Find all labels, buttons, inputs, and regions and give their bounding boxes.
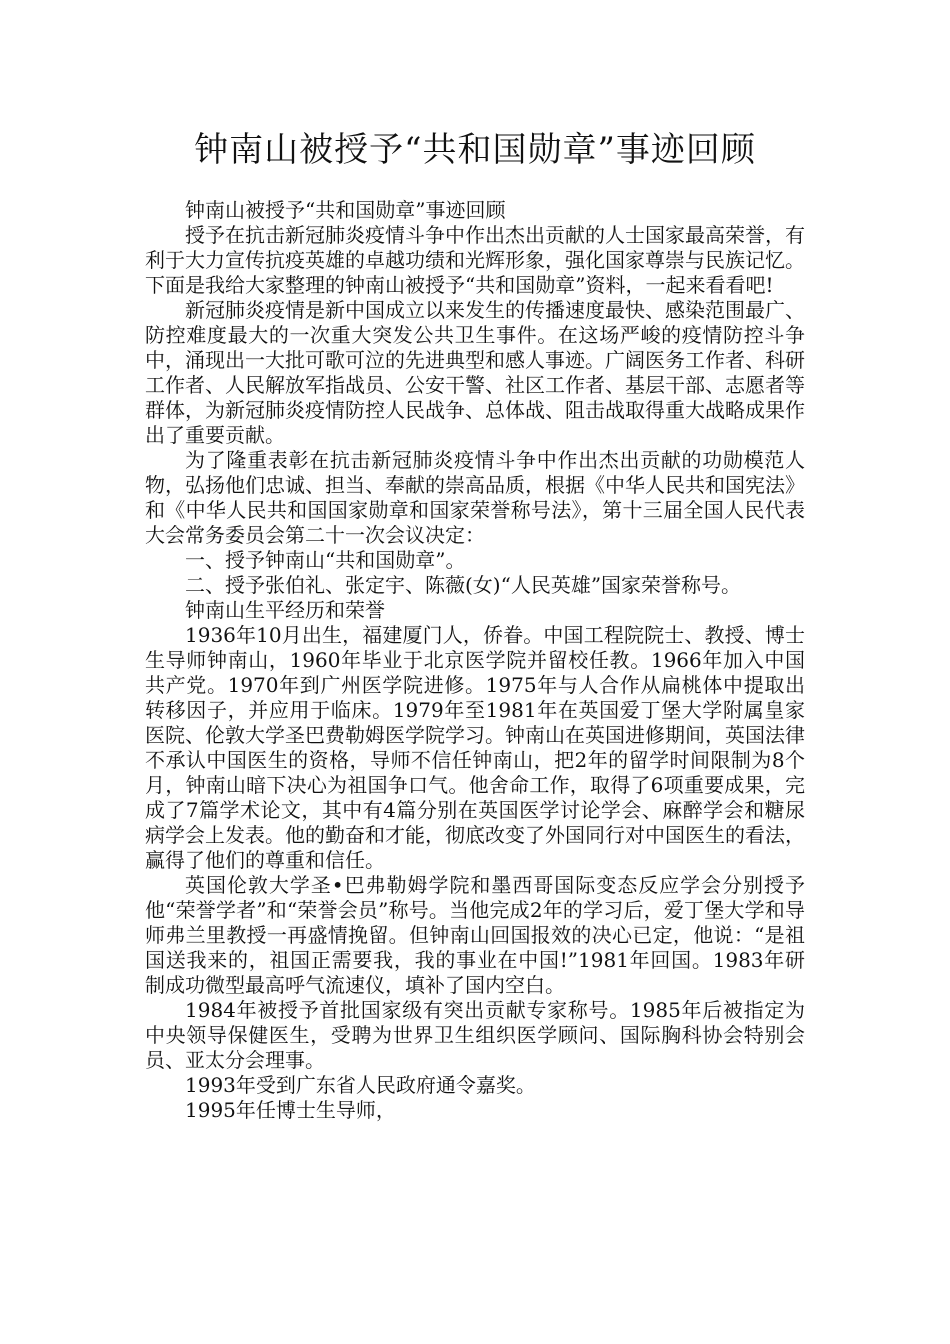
document-body xyxy=(145,198,805,1123)
paragraph-honors: 英国伦敦大学圣•巴弗勒姆学院和墨西哥国际变态反应学会分别授予他“荣誉学者”和“荣誉会员”称号。当他完成2年的学习后，爱丁堡大学和导师弗兰里教授一再盛情挽留。但钟南山回国报效的决心已定，他说：“是祖国送我来的，祖国正需要我，我的事业在中国!”1981年回国。1983年研制成功微型最高呼气流速仪，填补了国内空白。 xyxy=(145,873,805,997)
paragraph-epidemic: 新冠肺炎疫情是新中国成立以来发生的传播速度最快、感染范围最广、防控难度最大的一次重大突发公共卫生事件。在这场严峻的疫情防控斗争中，涌现出一大批可歌可泣的先进典型和感人事迹。广阔医务工作者、科研工作者、人民解放军指战员、公安干警、社区工作者、基层干部、志愿者等群体，为新冠肺炎疫情防控人民战争、总体战、阻击战取得重大战略成果作出了重要贡献。 xyxy=(145,298,805,447)
paragraph-item-2: 二、授予张伯礼、张定宇、陈薇(女)“人民英雄”国家荣誉称号。 xyxy=(185,573,742,597)
paragraph-1993: 1993年受到广东省人民政府通令嘉奖。 xyxy=(185,1073,536,1097)
section-heading-biography: 钟南山生平经历和荣誉 xyxy=(185,598,385,622)
paragraph-intro: 授予在抗击新冠肺炎疫情斗争中作出杰出贡献的人士国家最高荣誉，有利于大力宣传抗疫英雄的卓越功绩和光辉形象，强化国家尊崇与民族记忆。下面是我给大家整理的钟南山被授予“共和国勋章”资料，一起来看看吧! xyxy=(145,223,805,297)
document-title: 钟南山被授予“共和国勋章”事迹回顾 xyxy=(194,130,756,170)
paragraph-item-1: 一、授予钟南山“共和国勋章”。 xyxy=(185,548,466,572)
paragraph-subtitle: 钟南山被授予“共和国勋章”事迹回顾 xyxy=(185,198,506,222)
paragraph-1995: 1995年任博士生导师， xyxy=(185,1098,396,1122)
paragraph-decision: 为了隆重表彰在抗击新冠肺炎疫情斗争中作出杰出贡献的功勋模范人物，弘扬他们忠诚、担当、奉献的崇高品质，根据《中华人民共和国宪法》和《中华人民共和国国家勋章和国家荣誉称号法》，第十三届全国人民代表大会常务委员会第二十一次会议决定： xyxy=(145,448,805,547)
paragraph-1984: 1984年被授予首批国家级有突出贡献专家称号。1985年后被指定为中央领导保健医生，受聘为世界卫生组织医学顾问、国际胸科协会特别会员、亚太分会理事。 xyxy=(145,998,805,1072)
paragraph-biography: 1936年10月出生，福建厦门人，侨眷。中国工程院院士、教授、博士生导师钟南山，1960年毕业于北京医学院并留校任教。1966年加入中国共产党。1970年到广州医学院进修。1975年与人合作从扁桃体中提取出转移因子，并应用于临床。1979年至1981年在英国爱丁堡大学附属皇家医院、伦敦大学圣巴费勒姆医学院学习。钟南山在英国进修期间，英国法律不承认中国医生的资格，导师不信任钟南山，把2年的留学时间限制为8个月，钟南山暗下决心为祖国争口气。他舍命工作，取得了6项重要成果，完成了7篇学术论文，其中有4篇分别在英国医学讨论学会、麻醉学会和糖尿病学会上发表。他的勤奋和才能，彻底改变了外国同行对中国医生的看法，赢得了他们的尊重和信任。 xyxy=(145,623,805,872)
